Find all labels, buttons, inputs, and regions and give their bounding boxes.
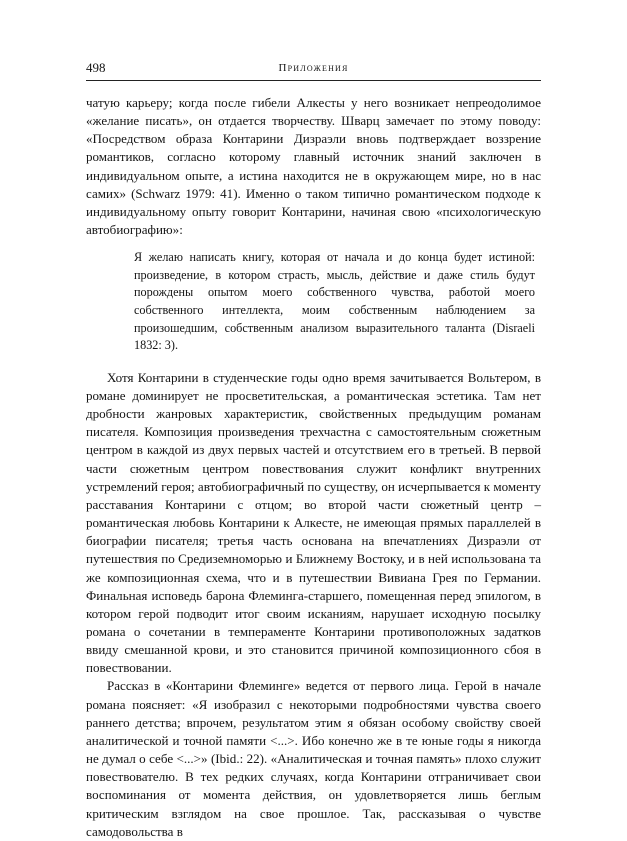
block-quote: Я желаю написать книгу, которая от начала и до конца будет истиной: произведение, в котором страсть, мысль, действие и даже стиль будут порождены опытом моего собственного чувства, работой моего собственного интеллекта, моим собственным наблюдением за произошедшим, собственным анализом выразительного таланта (Disraeli 1832: 3). [134,250,535,353]
paragraph-1: чатую карьеру; когда после гибели Алкесты у него возникает непреодолимое «желание писать», он отдается творчеству. Шварц замечает по этому поводу: «Посредством образа Контарини Дизраэли вновь подтверждает воззрение романтиков, согласно которому главный источник знаний заключен в индивидуальном опыте, а истина находится не в окружающем мире, но в нас самих» (Schwarz 1979: 41). Именно о таком типично романтическом подходе к индивидуальному опыту говорит Контарини, начиная свою «психологическую автобиографию»: [86,95,541,238]
header-rule [86,80,541,81]
page-header [86,60,541,78]
running-head: Приложения [278,62,349,74]
page-number: 498 [86,60,106,75]
paragraph-3: Рассказ в «Контарини Флеминге» ведется от первого лица. Герой в начале романа поясняет: «Я изобразил с некоторыми подробностями чувства своего раннего детства; впрочем, результатом этим я обязан особому свойству своей аналитической и точной памяти <...>. Ибо конечно же в те юные годы я никогда не думал о себе <...>» (Ibid.: 22). «Аналитическая и точная память» плохо служит повествователю. В тех редких случаях, когда Контарини отграничивает свои воспоминания от момента действия, он удовлетворяется лишь беглым критическим взглядом на свое прошлое. Так, рассказывая о чувстве самодовольства в [86,678,541,839]
paragraph-2: Хотя Контарини в студенческие годы одно время зачитывается Вольтером, в романе доминирует не просветительская, а романтическая эстетика. Там нет дробности жанровых характеристик, свойственных предыдущим романам писателя. Композиция произведения трехчастна с самостоятельным сюжетным центром в каждой из двух первых частей и отсутствием его в третьей. В первой части сюжетным центром повествования служит конфликт внутренних устремлений героя; автобиографичный по существу, он исчерпывается к моменту расставания Контарини с отцом; во второй части сюжетный центр – романтическая любовь Контарини к Алкесте, не имеющая прямых параллелей в биографии писателя; третья часть основана на впечатлениях Дизраэли от путешествия по Средиземноморью и Ближнему Востоку, и в ней использована та же композиционная схема, что и в путешествии Вивиана Грея по Германии. Финальная исповедь барона Флеминга-старшего, помещенная перед эпилогом, в котором герой подводит итог своим исканиям, нарушает исходную посылку романа о сочетании в темпераменте Контарини противоположных задатков ввиду смешанной крови, и это становится причиной композиционного сбоя в повествовании. [86,369,542,676]
main-text [86,94,541,841]
